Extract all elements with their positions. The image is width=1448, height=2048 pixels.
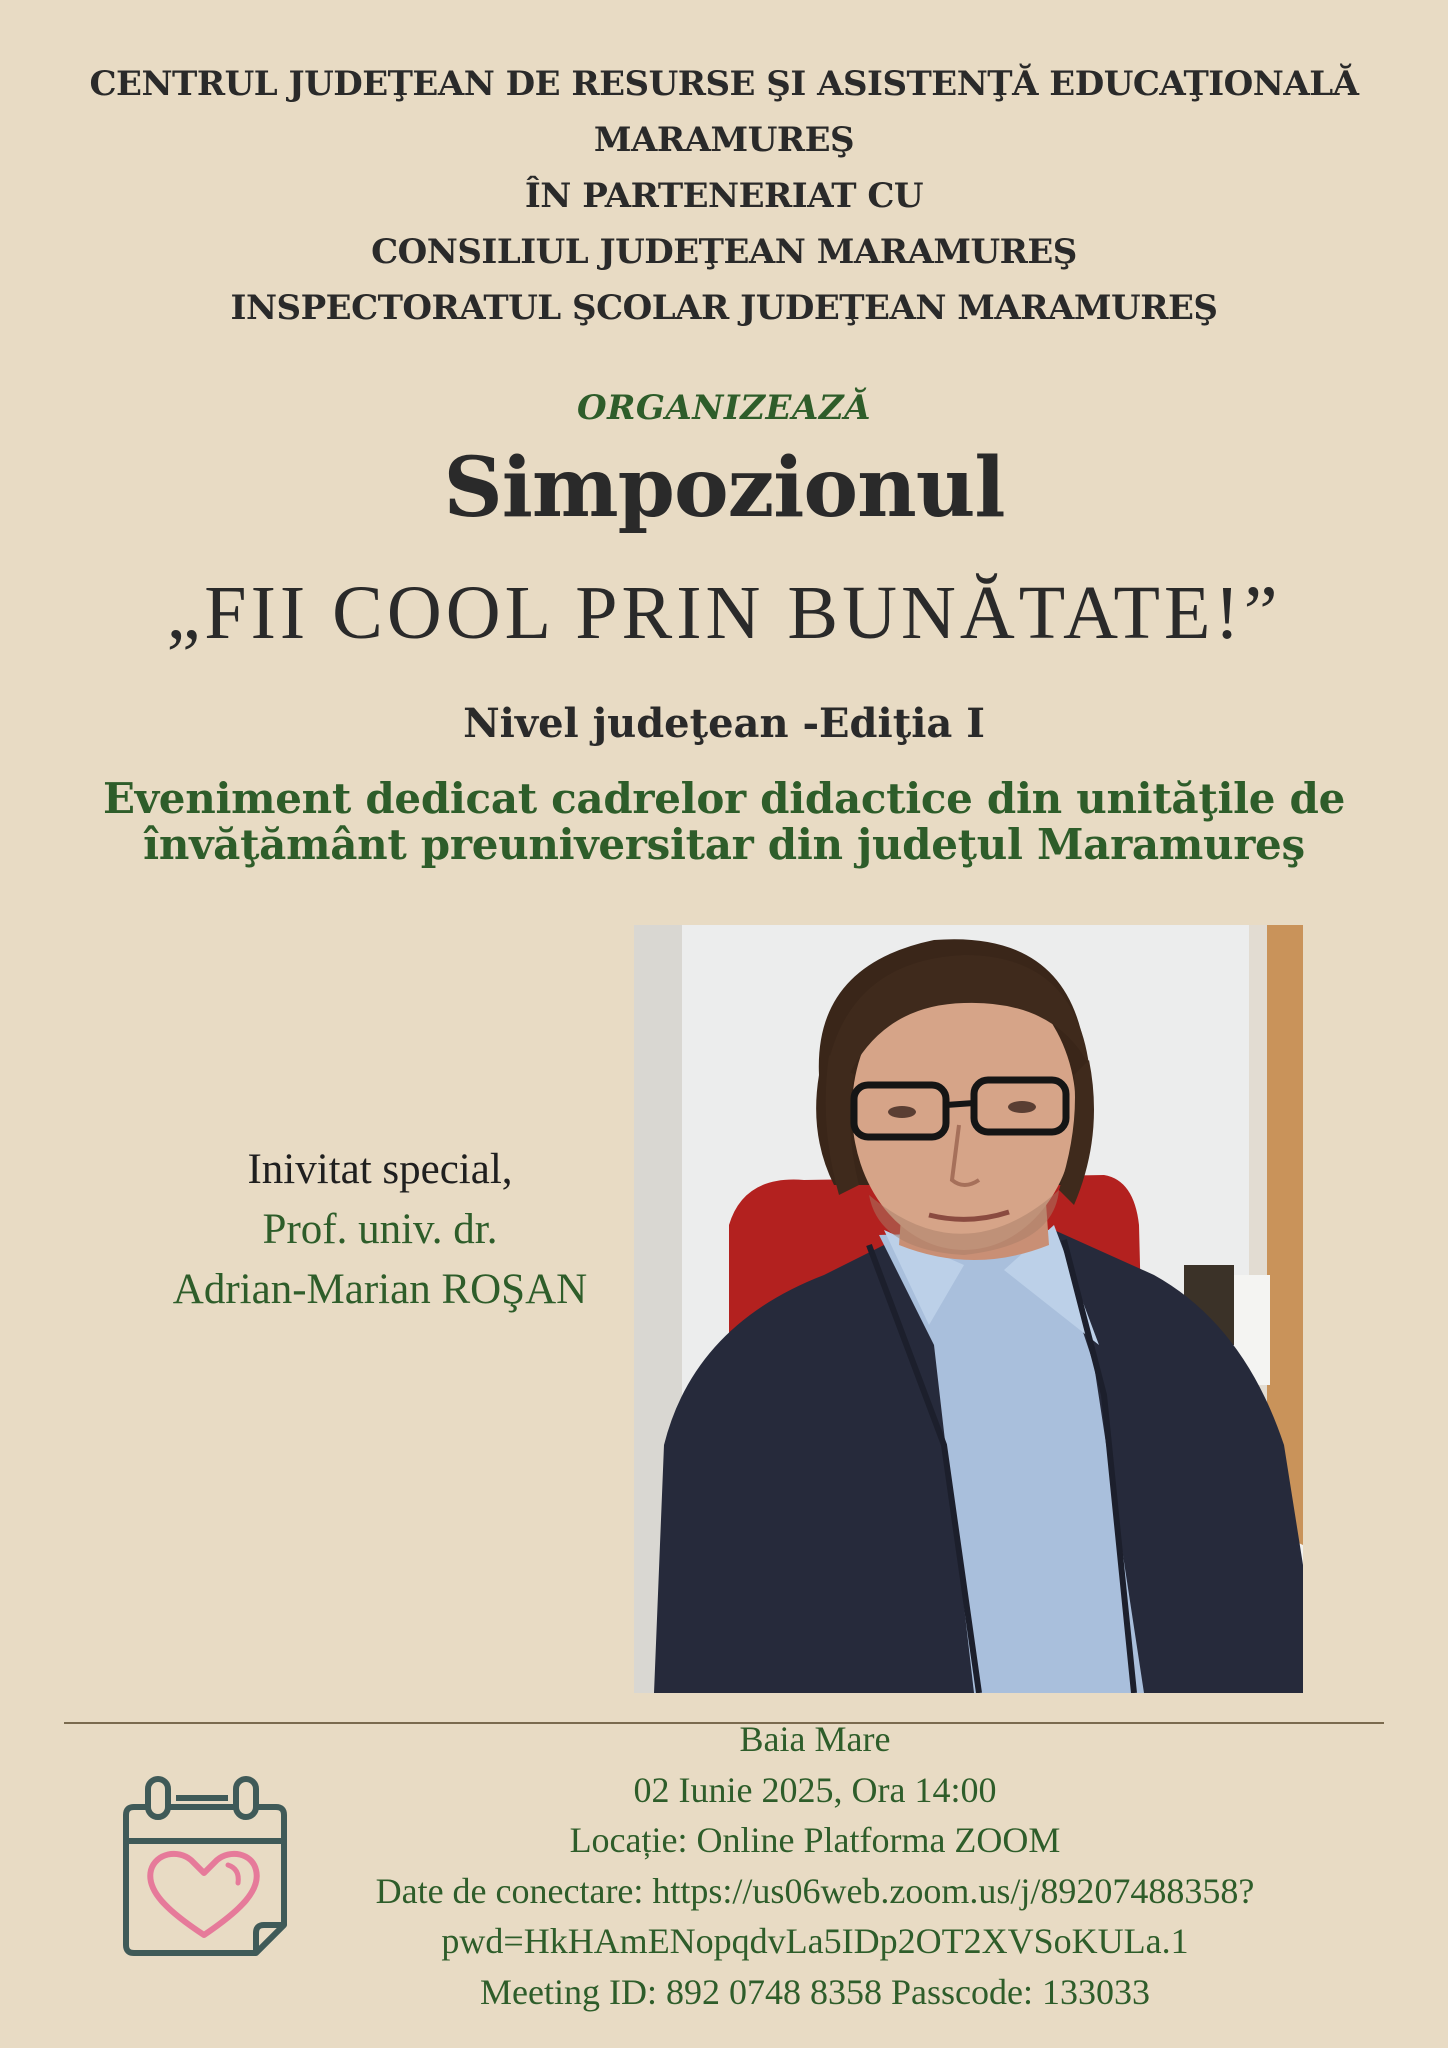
event-level: Nivel judeţean -Ediţia I	[463, 700, 985, 747]
details-connection-password[interactable]: pwd=HkHAmENopqdvLa5IDp2OT2XVSoKULa.1	[441, 1921, 1189, 1961]
event-title: „FII COOL PRIN BUNĂTATE!”	[166, 571, 1282, 655]
header-line-4: CONSILIUL JUDEŢEAN MARAMUREŞ	[371, 232, 1077, 272]
guest-photo	[634, 925, 1303, 1693]
details-connection-link[interactable]: Date de conectare: https://us06web.zoom.us/j/89207488358?	[375, 1870, 1255, 1911]
description-line-2: învăţământ preuniversitar din judeţul Maramureş	[143, 820, 1305, 869]
header-line-2: MARAMUREŞ	[593, 120, 855, 160]
details-location: Locație: Online Platforma ZOOM	[569, 1820, 1061, 1860]
event-description	[60, 776, 1388, 868]
calendar-heart-icon	[106, 1765, 296, 1965]
header-line-3: ÎN PARTENERIAT CU	[524, 176, 924, 216]
guest-title: Prof. univ. dr.	[262, 1206, 498, 1253]
guest-label: Inivitat special,	[247, 1146, 513, 1193]
guest-name: Adrian-Marian ROŞAN	[172, 1266, 588, 1313]
event-type-heading: Simpozionul	[443, 440, 1005, 536]
description-line-1: Eveniment dedicat cadrelor didactice din unităţile de	[102, 774, 1345, 823]
details-city: Baia Mare	[739, 1719, 891, 1759]
header-line-5: INSPECTORATUL ŞCOLAR JUDEŢEAN MARAMUREŞ	[230, 288, 1218, 328]
event-details	[290, 1714, 1340, 2017]
details-meeting-id: Meeting ID: 892 0748 8358 Passcode: 133033	[480, 1971, 1150, 2012]
organizeaza-label: ORGANIZEAZĂ	[576, 388, 872, 428]
details-date-time: 02 Iunie 2025, Ora 14:00	[633, 1769, 997, 1810]
special-guest	[140, 1140, 620, 1320]
header-line-1: CENTRUL JUDEŢEAN DE RESURSE ŞI ASISTENŢĂ EDUCAŢIONALĂ	[89, 64, 1359, 104]
organizers-header	[0, 56, 1448, 336]
